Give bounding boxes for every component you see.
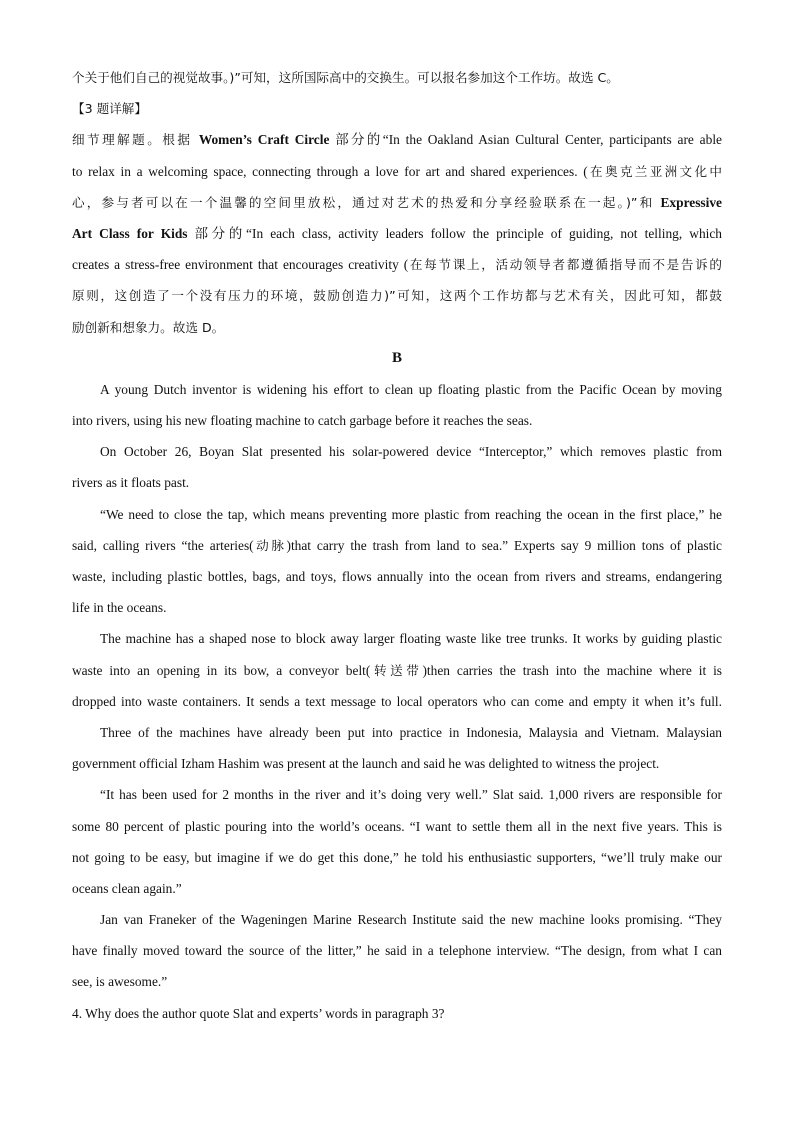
q3-explanation-line: 励创新和想象力。故选 D。 — [72, 319, 225, 335]
paragraph-line — [72, 655, 722, 686]
text-span: 动脉 — [253, 537, 287, 553]
document-page — [72, 62, 722, 1029]
paragraph-line: Three of the machines have already been put into practice in Indonesia, Malaysia and Vietnam. Malaysian — [100, 724, 722, 740]
text-span: )then carries the trash into the machine where it is — [422, 662, 723, 678]
paragraph-line — [72, 530, 722, 561]
paragraph-line: “It has been used for 2 months in the river and it’s doing very well.” Slat said. 1,000 rivers are responsible for — [100, 787, 722, 803]
text-span: to relax in a welcoming space, connecting through a love for art and shared experiences. ( — [72, 163, 588, 179]
paragraph-line: waste, including plastic bottles, bags, and toys, flows annually into the ocean from rivers and streams, endangering — [72, 569, 722, 584]
paragraph-line: rivers as it floats past. — [72, 475, 190, 491]
q3-explanation-line — [72, 187, 722, 218]
question-4: 4. Why does the author quote Slat and experts’ words in paragraph 3? — [72, 1005, 445, 1021]
q3-explanation-line: 原则，这创造了一个没有压力的环境，鼓励创造力)”可知，这两个工作坊都与艺术有关，因此可知，都鼓 — [72, 288, 722, 304]
paragraph-line: government official Izham Hashim was present at the launch and said he was delighted to witness the project. — [72, 756, 660, 772]
text-span: 细节理解题。根据 — [72, 132, 199, 148]
paragraph-line: On October 26, Boyan Slat presented his solar-powered device “Interceptor,” which removes plastic from — [100, 444, 722, 460]
paragraph-line: not going to be easy, but imagine if we do get this done,” he told his enthusiastic supporters, “we’ll truly make our — [72, 849, 722, 865]
section-name: Women’s Craft Circle — [198, 132, 330, 148]
section-name: Art Class for Kids — [72, 225, 188, 241]
paragraph-line: Jan van Franeker of the Wageningen Marine Research Institute said the new machine looks promising. “They — [100, 912, 722, 928]
paragraph-line: some 80 percent of plastic pouring into the world’s oceans. “I want to settle them all in the next five years. This is — [72, 818, 722, 834]
text-span: )that carry the trash from land to sea.” Experts say 9 million tons of plastic — [286, 537, 722, 553]
paragraph-line: The machine has a shaped nose to block away larger floating waste like tree trunks. It works by guiding plastic — [100, 631, 722, 647]
text-span: waste into an opening in its bow, a conveyor belt( — [72, 662, 371, 678]
paragraph-line: into rivers, using his new floating machine to catch garbage before it reaches the seas. — [72, 413, 533, 429]
q3-explanation-line — [72, 249, 722, 280]
text-span: 部分的“In the Oakland Asian Cultural Center, participants are able — [329, 132, 722, 148]
text-span: said, calling rivers “the arteries( — [72, 537, 254, 553]
paragraph-line: oceans clean again.” — [72, 880, 182, 896]
explanation-line: 个关于他们自己的视觉故事。)”可知，这所国际高中的交换生。可以报名参加这个工作坊。故选 C。 — [72, 70, 619, 85]
q3-explanation-line — [72, 218, 722, 249]
q3-explanation-line — [72, 156, 722, 187]
paragraph-line: A young Dutch inventor is widening his effort to clean up floating plastic from the Pacific Ocean by moving — [100, 381, 722, 397]
q3-label: 【3 题详解】 — [72, 101, 147, 117]
q3-explanation-line — [72, 124, 722, 155]
text-span: 转送带 — [370, 662, 423, 678]
text-span: 心，参与者可以在一个温馨的空间里放松，通过对艺术的热爱和分享经验联系在一起。)”和 — [72, 194, 661, 210]
paragraph-line: have finally moved toward the source of the litter,” he said in a telephone interview. “The design, from what I can — [72, 943, 722, 959]
text-span: creates a stress-free environment that encourages creativity ( — [72, 257, 409, 273]
section-name: Expressive — [660, 194, 722, 210]
text-span: 部分的“In each class, activity leaders follow the principle of guiding, not telling, which — [187, 225, 723, 241]
paragraph-line: see, is awesome.” — [72, 974, 168, 990]
paragraph-line: dropped into waste containers. It sends a text message to local operators who can come and empty it when it’s full. — [72, 693, 722, 709]
passage-title: B — [391, 349, 402, 366]
text-span: 在每节课上，活动领导者都遵循指导而不是告诉的 — [408, 257, 722, 273]
paragraph-line: “We need to close the tap, which means preventing more plastic from reaching the ocean in the first place,” he — [100, 506, 722, 522]
paragraph-line: life in the oceans. — [72, 600, 167, 616]
text-span: 在奥克兰亚洲文化中 — [587, 163, 722, 179]
